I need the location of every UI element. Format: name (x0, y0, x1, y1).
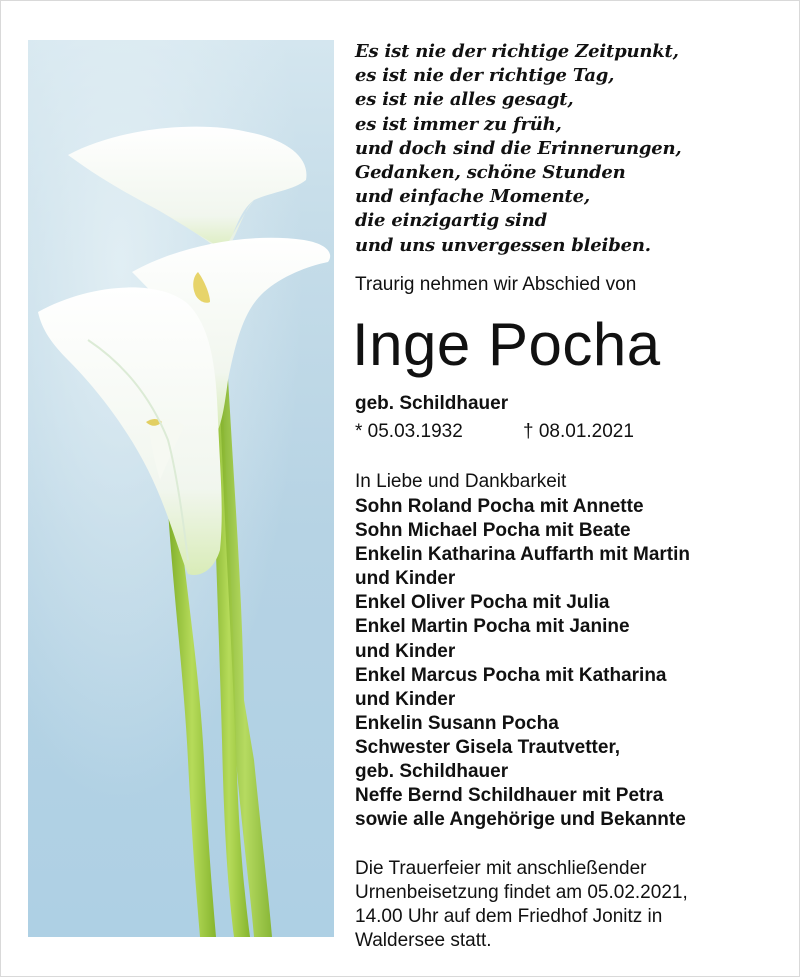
funeral-notice (355, 857, 688, 953)
mourner-line: und Kinder (355, 640, 456, 662)
mourner-line: Sohn Roland Pocha mit Annette (355, 496, 644, 517)
mourner-line: Sohn Michael Pocha mit Beate (355, 520, 631, 542)
text-column (352, 40, 795, 951)
mourner-line: Enkel Marcus Pocha mit Katharina (355, 664, 667, 686)
mourner-line: Enkel Martin Pocha mit Janine (355, 616, 630, 638)
notice-line: Urnenbeisetzung findet am 05.02.2021, (355, 882, 688, 903)
death-date: † 08.01.2021 (523, 421, 634, 442)
poem-line: und uns unvergessen bleiben. (355, 234, 651, 256)
notice-line: Die Trauerfeier mit anschließender (355, 858, 647, 879)
notice-line: Waldersee statt. (355, 930, 492, 951)
deceased-name: Inge Pocha (352, 311, 661, 378)
mourner-line: Schwester Gisela Trautvetter, (355, 736, 621, 758)
birth-date: * 05.03.1932 (355, 421, 463, 442)
poem-line: und doch sind die Erinnerungen, (355, 137, 682, 159)
poem-line: Gedanken, schöne Stunden (355, 162, 626, 184)
poem-line: es ist nie alles gesagt, (355, 89, 574, 111)
mourner-line: und Kinder (355, 568, 456, 590)
mourner-line: Enkelin Susann Pocha (355, 712, 559, 734)
birth-name: geb. Schildhauer (355, 393, 509, 414)
mourner-line: sowie alle Angehörige und Bekannte (355, 809, 686, 831)
farewell-intro: Traurig nehmen wir Abschied von (355, 274, 637, 295)
mourner-line: Neffe Bernd Schildhauer mit Petra (355, 785, 664, 807)
mourners-list (355, 495, 690, 832)
poem-line: Es ist nie der richtige Zeitpunkt, (355, 41, 679, 62)
poem-line: es ist immer zu früh, (355, 113, 562, 135)
poem-line: es ist nie der richtige Tag, (355, 65, 615, 87)
mourner-line: und Kinder (355, 688, 456, 710)
poem-line: die einzigartig sind (355, 210, 547, 232)
calla-lily-photo (28, 40, 334, 937)
mourner-line: Enkelin Katharina Auffarth mit Martin (355, 544, 690, 566)
dedication: In Liebe und Dankbarkeit (355, 471, 567, 492)
mourner-line: geb. Schildhauer (355, 761, 509, 783)
poem (355, 40, 795, 258)
mourner-line: Enkel Oliver Pocha mit Julia (355, 592, 610, 614)
notice-line: 14.00 Uhr auf dem Friedhof Jonitz in (355, 906, 663, 927)
poem-line: und einfache Momente, (355, 186, 590, 208)
